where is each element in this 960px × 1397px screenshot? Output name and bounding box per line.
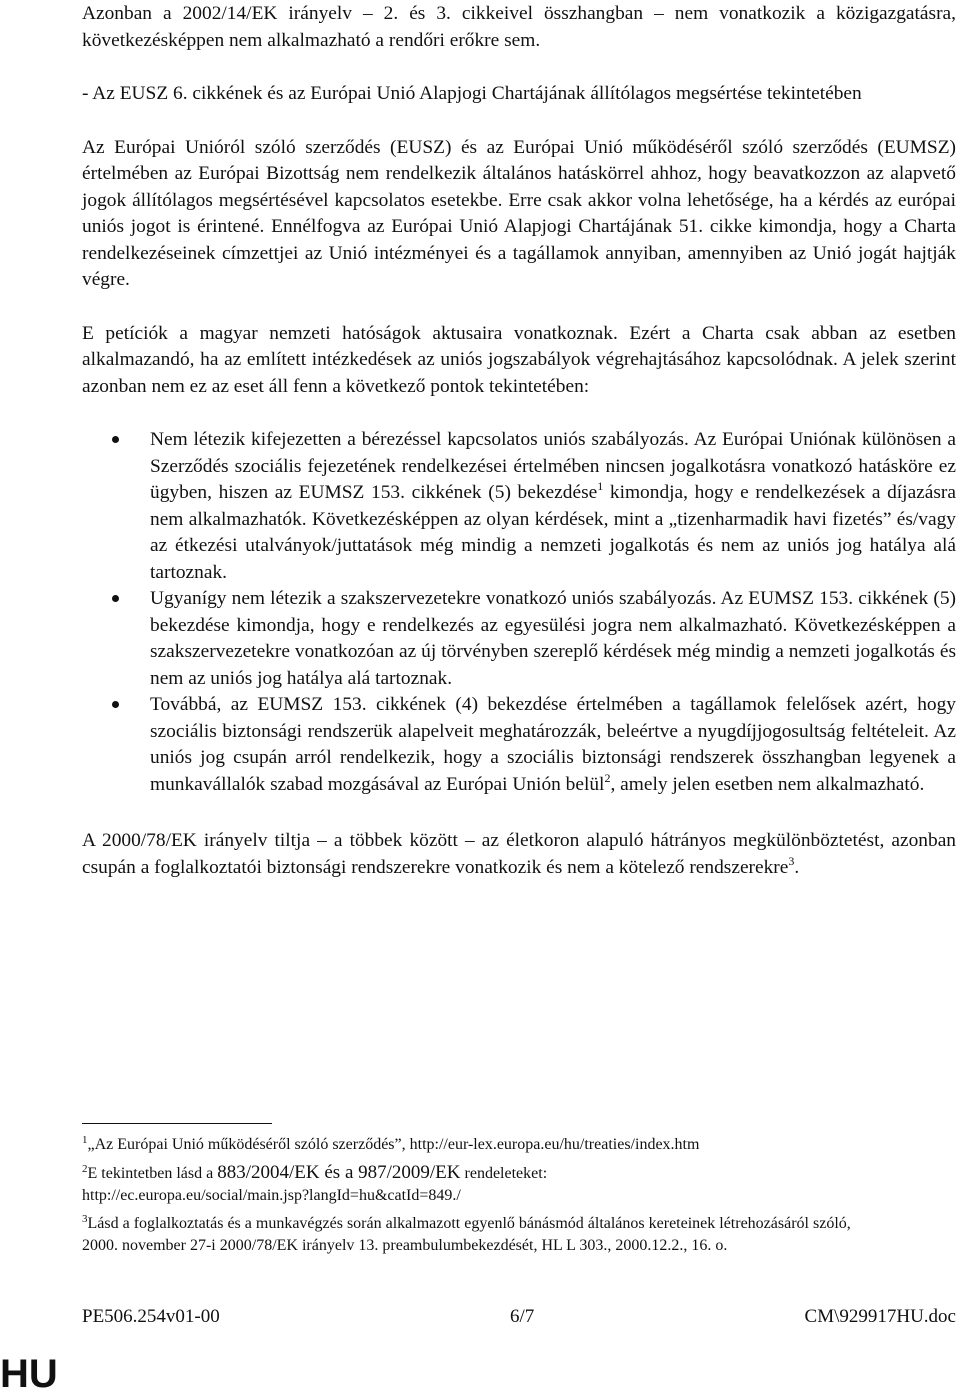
bullet-dot-icon	[112, 701, 119, 708]
footnote-2: $^2$E tekintetben lásd a 883/2004/EK és a 987/2009/EK rendeleteket: http://ec.europa.eu/social/main.jsp?langId=hu&catId=849./	[82, 1162, 548, 1204]
bullet-list	[82, 427, 956, 798]
footnote-2-url[interactable]: http://ec.europa.eu/social/main.jsp?langId=hu&catId=849./	[82, 1187, 461, 1204]
bullet-item-3: Továbbá, az EUMSZ 153. cikkének (4) bekezdése értelmében a tagállamok felelősek azért, hogy szociális biztonsági rendszerük alapelveit meghatározzák, beleértve a nyugdíjjogosultság feltételeit. Az uniós jog csupán arról rendelkezik, hogy a szociális biztonsági rendszerek összhangban legyenek a munkavállalók szabad mozgásával az Európai Unión belül$^2$, amely jelen esetben nem alkalmazható.	[82, 692, 956, 798]
footnote-3: $^3$Lásd a foglalkoztatás és a munkavégzés során alkalmazott egyenlő bánásmód általános kereteinek létrehozásáról szóló, 2000. november 27-i 2000/78/EK irányelv 13. preambulumbekezdését, HL L 303., 2000.12.2., 16. o.	[82, 1213, 851, 1254]
paragraph-4: E petíciók a magyar nemzeti hatóságok aktusaira vonatkoznak. Ezért a Charta csak abban az esetben alkalmazandó, ha az említett intézkedések az uniós jogszabályok végrehajtásához kapcsolódnak. A jelek szerint azonban nem ez az eset áll fenn a következő pontok tekintetében:	[82, 322, 956, 397]
bullet-dot-icon	[112, 436, 119, 443]
section-heading: - Az EUSZ 6. cikkének és az Európai Unió Alapjogi Chartájának állítólagos megsértése tekintetében	[82, 83, 862, 104]
file-reference: CM\929917HU.doc	[804, 1306, 956, 1327]
language-code: HU	[0, 1352, 58, 1396]
page-number: 6/7	[510, 1306, 535, 1327]
regulation-link[interactable]: 883/2004/EK és a 987/2009/EK	[217, 1162, 461, 1183]
paragraph-5: A 2000/78/EK irányelv tiltja – a többek között – az életkoron alapuló hátrányos megkülönböztetést, azonban csupán a foglalkoztatói biztonsági rendszerekre vonatkozik és nem a kötelező rendszerekre$^3$.	[82, 830, 956, 878]
footnote-1: $^1$„Az Európai Unió működéséről szóló szerződés”, http://eur-lex.europa.eu/hu/treaties/index.htm	[82, 1134, 700, 1153]
footnote-ref-2[interactable]: 2	[604, 770, 611, 785]
bullet-item-2: Ugyanígy nem létezik a szakszervezetekre vonatkozó uniós szabályozás. Az EUMSZ 153. cikkének (5) bekezdése kimondja, hogy e rendelkezés az egyesülési jogra nem alkalmazható. Következésképpen a szakszervezetekre vonatkozóan az új törvényben szereplő kérdések még mindig a nemzeti jogalkotás és nem az uniós jog hatálya alá tartoznak.	[82, 586, 956, 692]
document-body	[82, 0, 956, 881]
bullet-item-1: Nem létezik kifejezetten a bérezéssel kapcsolatos uniós szabályozás. Az Európai Uniónak különösen a Szerződés szociális fejezetének rendelkezései értelmében nincsen jogalkotásra vonatkozó hatásköre ez ügyben, hiszen az EUMSZ 153. cikkének (5) bekezdése$^1$ kimondja, hogy e rendelkezések a díjazásra nem alkalmazhatók. Következésképpen az olyan kérdések, mint a „tizenharmadik havi fizetés” és/vagy az étkezési utalványok/juttatások még mindig a nemzeti jogalkotás és nem az uniós jog hatálya alá tartoznak.	[82, 427, 956, 586]
footnote-separator	[82, 1123, 272, 1124]
footnotes	[82, 1134, 872, 1263]
paragraph-3: Az Európai Unióról szóló szerződés (EUSZ) és az Európai Unió működéséről szóló szerződés (EUMSZ) értelmében az Európai Bizottság nem rendelkezik általános hatáskörrel ahhoz, hogy beavatkozzon az alapvető jogok állítólagos megsértésével kapcsolatos esetekbe. Erre csak akkor volna lehetősége, ha a kérdés az európai uniós jogot is érintené. Ennélfogva az Európai Unió Alapjogi Chartájának 51. cikke kimondja, hogy a Charta rendelkezéseinek címzettjei az Unió intézményei és a tagállamok annyiban, amennyiben az Unió jogát hajtják végre.	[82, 136, 956, 290]
document-reference: PE506.254v01-00	[82, 1306, 220, 1327]
footnote-ref-3[interactable]: 3	[788, 853, 795, 868]
footnote-ref-1[interactable]: 1	[597, 479, 604, 493]
paragraph-1: Azonban a 2002/14/EK irányelv – 2. és 3. cikkeivel összhangban – nem vonatkozik a közigazgatásra, következésképpen nem alkalmazható a rendőri erőkre sem.	[82, 3, 956, 51]
bullet-dot-icon	[112, 595, 119, 602]
